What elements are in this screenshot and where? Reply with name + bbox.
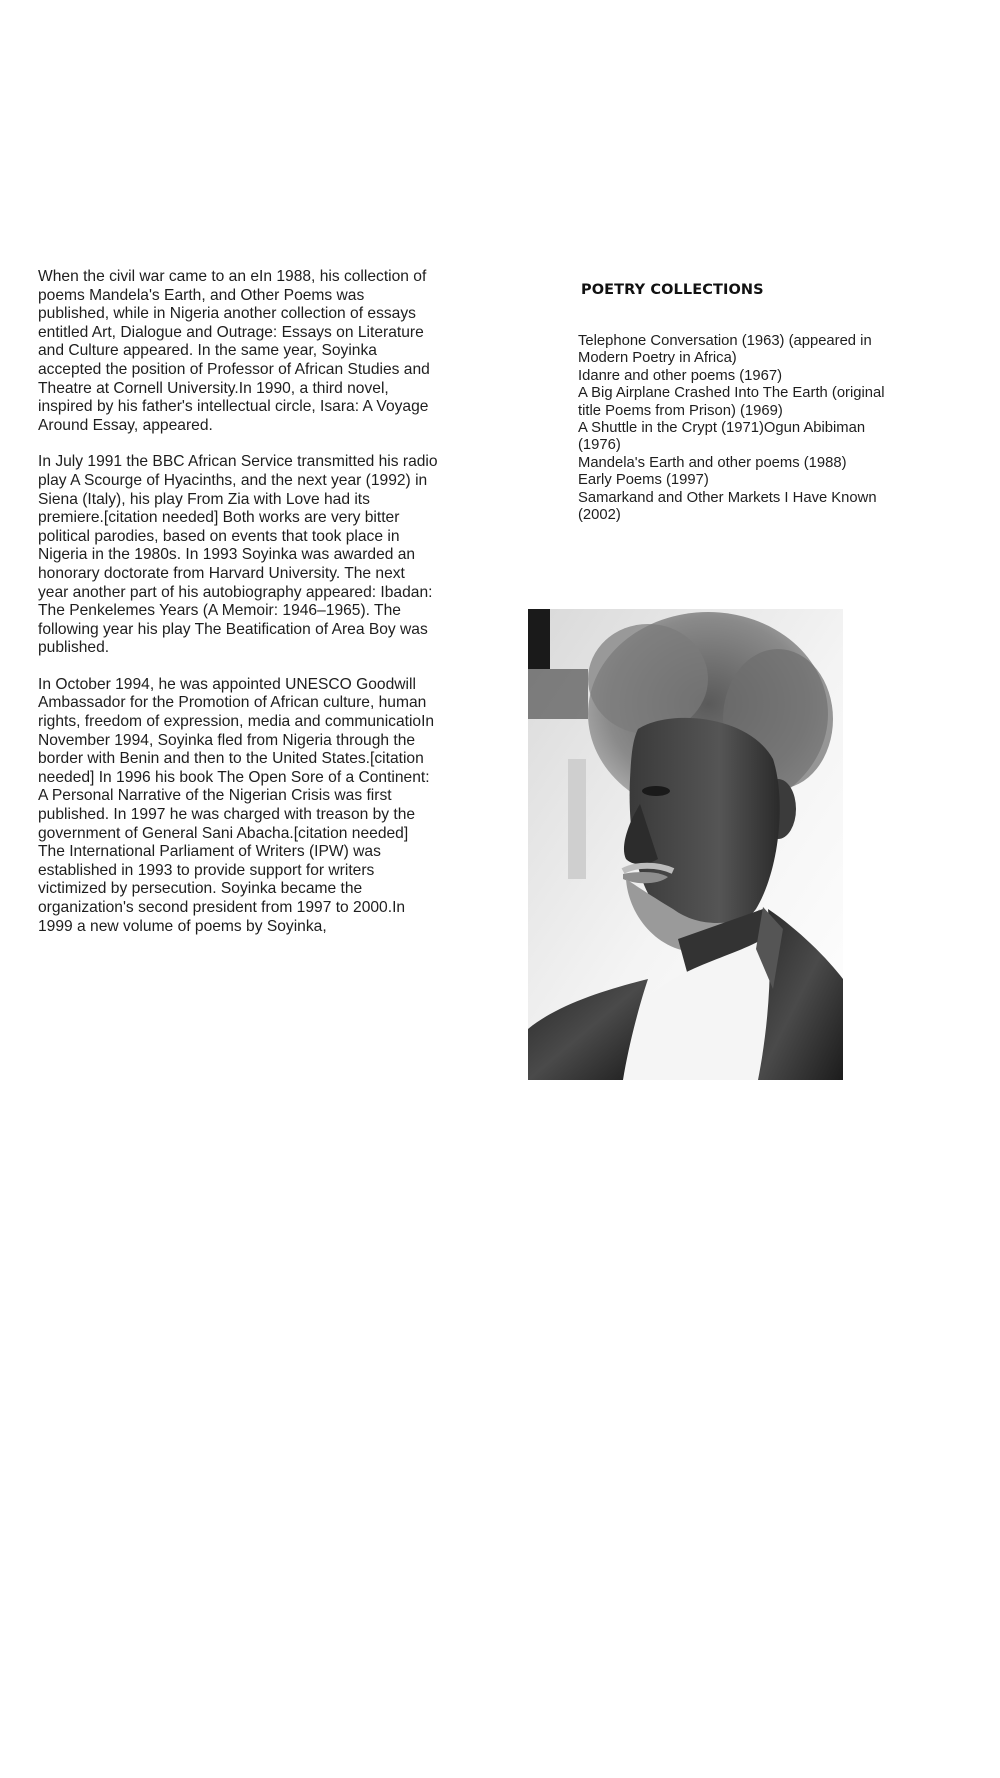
poetry-item-samarkand: Samarkand and Other Markets I Have Known (2002) (578, 489, 877, 524)
poetry-item-telephone-conversation: Telephone Conversation (1963) (appeared in Modern Poetry in Africa) (578, 333, 872, 367)
article-paragraph-3: In October 1994, he was appointed UNESCO Goodwill Ambassador for the Promotion of African culture, human rights, freedom of expression, media and communicatioIn November 1994, Soyinka fled from Nigeria through the border with Benin and then to the United States.[citation needed] In 1996 his book The Open Sore of a Continent: A Personal Narrative of the Nigerian Crisis was first published. In 1997 he was charged with treason by the government of General Sani Abacha.[citation needed] The International Parliament of Writers (IPW) was established in 1993 to provide support for writers victimized by persecution. Soyinka became the organization's second president from 1997 to 2000.In 1999 a new volume of poems by Soyinka, (38, 675, 435, 935)
article-paragraph-1: When the civil war came to an eIn 1988, his collection of poems Mandela's Earth, and Other Poems was published, while in Nigeria another collection of essays entitled Art, Dialogue and Outrage: Essays on Literature and Culture appeared. In the same year, Soyinka accepted the position of Professor of African Studies and Theatre at Cornell University.In 1990, a third novel, inspired by his father's intellectual circle, Isara: A Voyage Around Essay, appeared. (38, 268, 430, 434)
poetry-collections-list (578, 333, 908, 524)
poetry-item-mandelas-earth: Mandela's Earth and other poems (1988) (578, 454, 847, 471)
poetry-item-idanre: Idanre and other poems (1967) (578, 367, 782, 384)
poetry-item-shuttle-in-the-crypt: A Shuttle in the Crypt (1971)Ogun Abibiman (1976) (578, 420, 866, 454)
author-portrait-photo (528, 609, 843, 1080)
poetry-collections-heading: POETRY COLLECTIONS (581, 282, 764, 298)
poetry-item-early-poems: Early Poems (1997) (578, 472, 709, 489)
article-paragraph-2: In July 1991 the BBC African Service transmitted his radio play A Scourge of Hyacinths, and the next year (1992) in Siena (Italy), his play From Zia with Love had its premiere.[citation needed] Both works are very bitter political parodies, based on events that took place in Nigeria in the 1980s. In 1993 Soyinka was awarded an honorary doctorate from Harvard University. The next year another part of his autobiography appeared: Ibadan: The Penkelemes Years (A Memoir: 1946–1965). The following year his play The Beatification of Area Boy was published. (38, 453, 438, 657)
author-portrait-illustration (528, 609, 843, 1080)
article-body (38, 268, 438, 954)
poetry-item-big-airplane: A Big Airplane Crashed Into The Earth (original title Poems from Prison) (1969) (578, 385, 885, 419)
